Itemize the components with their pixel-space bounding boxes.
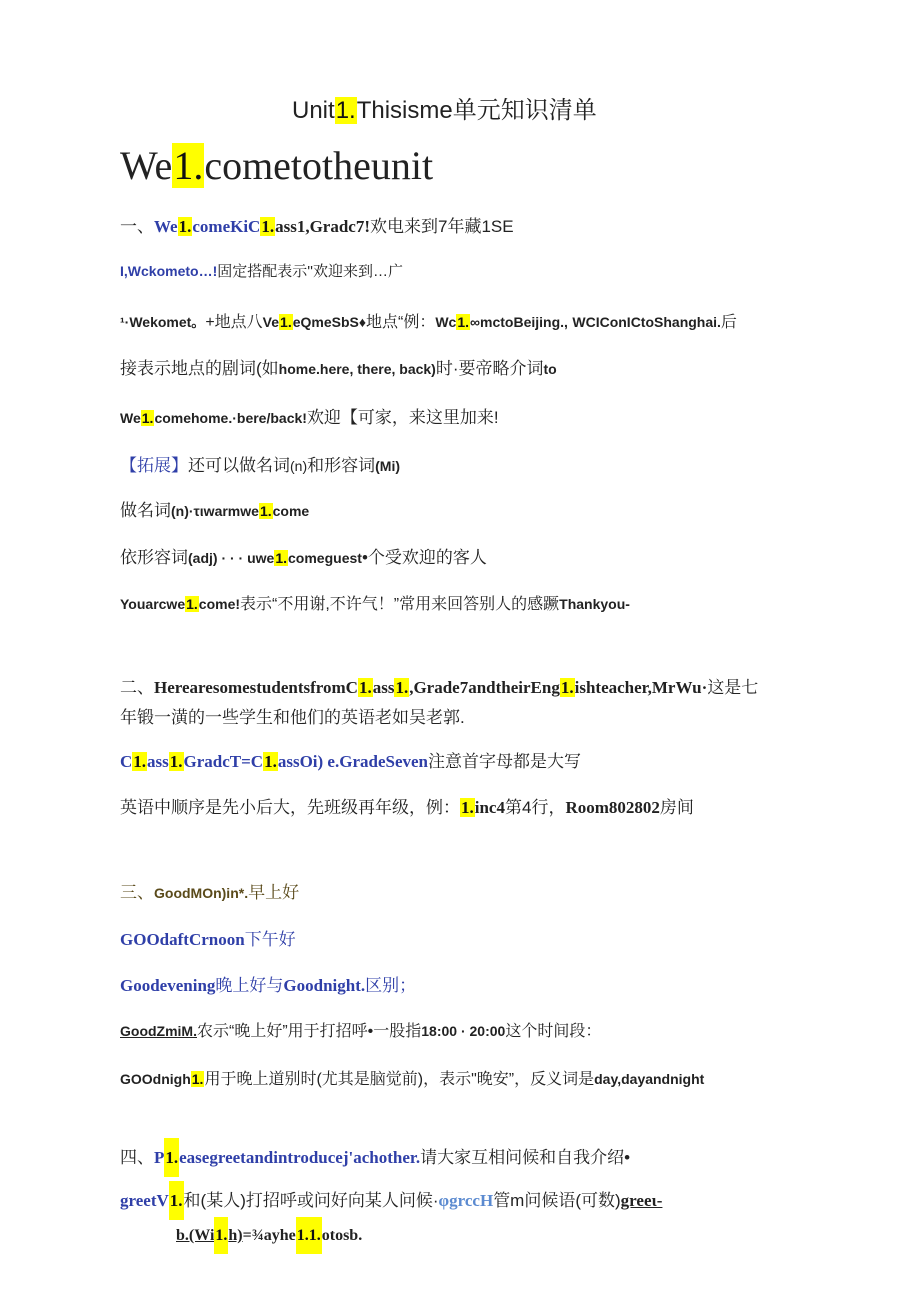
text: Goodevening [120, 976, 216, 995]
text: 还可以做名词 [188, 456, 290, 475]
text: eQmeSbS♦ [292, 314, 366, 330]
paragraph-line [120, 971, 416, 996]
text: φgrccH [438, 1191, 494, 1210]
text: 固定搭配表示''欢迎来到…广 [217, 263, 403, 280]
text: 18:00 · 20:00 [421, 1023, 506, 1039]
highlight: 1. [141, 410, 154, 426]
highlight: 1. [173, 143, 204, 188]
highlight: 1. [461, 798, 474, 817]
paragraph-line [120, 1143, 630, 1168]
section-heading [120, 142, 433, 189]
highlight: 1. [191, 1071, 204, 1087]
text: comeKiC [192, 217, 261, 236]
highlight: 1. [178, 217, 192, 236]
paragraph-line [120, 673, 758, 698]
paragraph-line [120, 793, 694, 818]
text: Goodnight. [283, 976, 366, 995]
text: 晚上好与 [215, 976, 284, 995]
text: 【拓展】 [120, 456, 188, 475]
text: ass1,Gradc7! [275, 217, 371, 236]
text: WCIConICtoShanghai. [572, 314, 721, 330]
text: come [272, 503, 310, 519]
text: We [120, 410, 141, 426]
text: 依形容词 [120, 548, 188, 567]
heading-text: cometotheunit [204, 143, 434, 188]
paragraph-line [120, 925, 296, 950]
text: =¾ayhe [242, 1227, 296, 1244]
text: 后 [720, 314, 737, 331]
text: I,Wckometo…! [120, 263, 218, 279]
text: 年锻一潢的一些学生和他们的英语老如吴老郭. [120, 708, 465, 727]
text: 下午好 [244, 930, 296, 949]
paragraph-line [120, 747, 581, 772]
text: 注意首字母都是大写 [428, 752, 581, 771]
paragraph-line [120, 354, 557, 379]
text: GOOdaftCrnoon [120, 930, 245, 949]
text: greeι- [620, 1191, 663, 1210]
highlight: 1. [133, 752, 147, 771]
text: greetV [120, 1191, 169, 1210]
text: 欢电来到7年藏1SE [370, 217, 514, 236]
text: ¹·Wekomet。 [120, 314, 206, 330]
highlight: 1. [457, 314, 470, 330]
paragraph-line [120, 1018, 601, 1041]
text: 请大家互相问候和自我介绍• [420, 1148, 631, 1167]
text: HerearesomestudentsfromC [154, 678, 358, 697]
text: 管m问候语(可数) [493, 1191, 621, 1210]
text: ∞mctoBeijing., [470, 314, 568, 330]
paragraph-line [120, 260, 403, 281]
text: 三、 [120, 883, 154, 902]
text: GoodMOn)in*. [154, 885, 249, 901]
paragraph-line [120, 309, 737, 332]
page-title [292, 90, 597, 125]
text: home.here, there, back) [278, 361, 436, 377]
highlight: 1. [186, 596, 198, 612]
paragraph-line [120, 1186, 662, 1211]
text: P [154, 1148, 165, 1167]
title-text: Unit [292, 97, 335, 124]
text: 区别； [365, 976, 417, 995]
highlight: 1. [275, 550, 288, 566]
text: come! [198, 596, 241, 612]
text: to [543, 361, 557, 377]
paragraph-line [120, 1066, 704, 1089]
text: Wc [435, 314, 457, 330]
text: ass [147, 752, 169, 771]
text: assOi) e.GradeSeven [277, 752, 428, 771]
text: GradcT=C [183, 752, 264, 771]
highlight: 1. [261, 217, 275, 236]
text: 这个时间段： [505, 1023, 602, 1040]
text: (n)·τιwarmwe [171, 503, 259, 519]
text: 和形容词 [307, 456, 376, 475]
text: h) [228, 1227, 243, 1244]
text: Youarcwe [120, 596, 186, 612]
text: 农示“晚上好”用于打招呼•一股指 [197, 1023, 422, 1040]
highlight: 1. [335, 97, 356, 124]
highlight: 1. [169, 752, 183, 771]
text: 用于晚上道别时(尤其是脑觉前)，表示"晚安”，反义词是 [204, 1071, 595, 1088]
text: (n) [290, 458, 308, 474]
text: 第4行， [504, 798, 566, 817]
text: Room802802 [565, 798, 660, 817]
highlight: 1. [395, 678, 409, 697]
highlight: 1. [358, 678, 372, 697]
paragraph-line [176, 1227, 362, 1245]
text: comeguest [288, 550, 362, 566]
text: ass [372, 678, 395, 697]
text: 英语中顺序是先小后大，先班级再年级，例： [120, 798, 460, 817]
text: 一、 [120, 217, 154, 236]
highlight: 1. [259, 503, 272, 519]
paragraph-line [120, 703, 465, 728]
text: 做名词 [120, 501, 171, 520]
text: 四、 [120, 1148, 154, 1167]
text: inc4 [474, 798, 505, 817]
text: comehome.·bere/back! [154, 410, 307, 426]
paragraph-line [120, 403, 499, 428]
highlight: 1. [264, 752, 277, 771]
text: 时·要帝略介词 [435, 359, 544, 378]
text: b.(Wi [176, 1227, 215, 1244]
text: We [154, 217, 178, 236]
text: GoodZmiM. [120, 1023, 197, 1039]
heading-text: We [120, 143, 173, 188]
text: Thankyou- [559, 596, 630, 612]
paragraph-line [120, 878, 299, 903]
text: 表示“不用谢,不许气！”常用来回答别人的感蹶 [240, 596, 560, 613]
text: 地点“例： [366, 314, 436, 331]
paragraph-line [120, 591, 630, 614]
highlight: 1. [280, 314, 292, 330]
text: •个受欢迎的客人 [361, 548, 487, 567]
text: GOOdnigh [120, 1071, 191, 1087]
text: 和(某人)打招呼或问好向某人问候· [183, 1191, 439, 1210]
text: otosb. [321, 1227, 363, 1244]
text: day,dayandnight [594, 1071, 705, 1087]
text: (Mi) [375, 458, 401, 474]
text: ishteacher,MrWu· [574, 678, 708, 697]
text: easegreetandintroducej'achother. [179, 1148, 421, 1167]
text: +地点八 [205, 314, 263, 331]
text: Ve [262, 314, 280, 330]
text: ,Grade7andtheirEng [409, 678, 560, 697]
text: 欢迎【可家，来这里加来! [306, 408, 499, 427]
highlight: 1. [169, 1181, 184, 1220]
highlight: 1.1. [296, 1217, 322, 1254]
highlight: 1. [214, 1217, 228, 1254]
text: (adj) · · · uwe [188, 550, 275, 566]
text: C [120, 752, 133, 771]
highlight: 1. [560, 678, 574, 697]
paragraph-line [120, 451, 400, 476]
text: 房间 [659, 798, 694, 817]
text: 接表示地点的剧词(如 [120, 359, 279, 378]
title-text: Thisisme单元知识清单 [356, 97, 597, 124]
paragraph-line [120, 543, 487, 568]
text: 二、 [120, 678, 154, 697]
paragraph-line [120, 212, 514, 237]
paragraph-line [120, 496, 309, 521]
highlight: 1. [164, 1138, 179, 1177]
text: 这是七 [707, 678, 759, 697]
text: 早上好 [248, 883, 300, 902]
